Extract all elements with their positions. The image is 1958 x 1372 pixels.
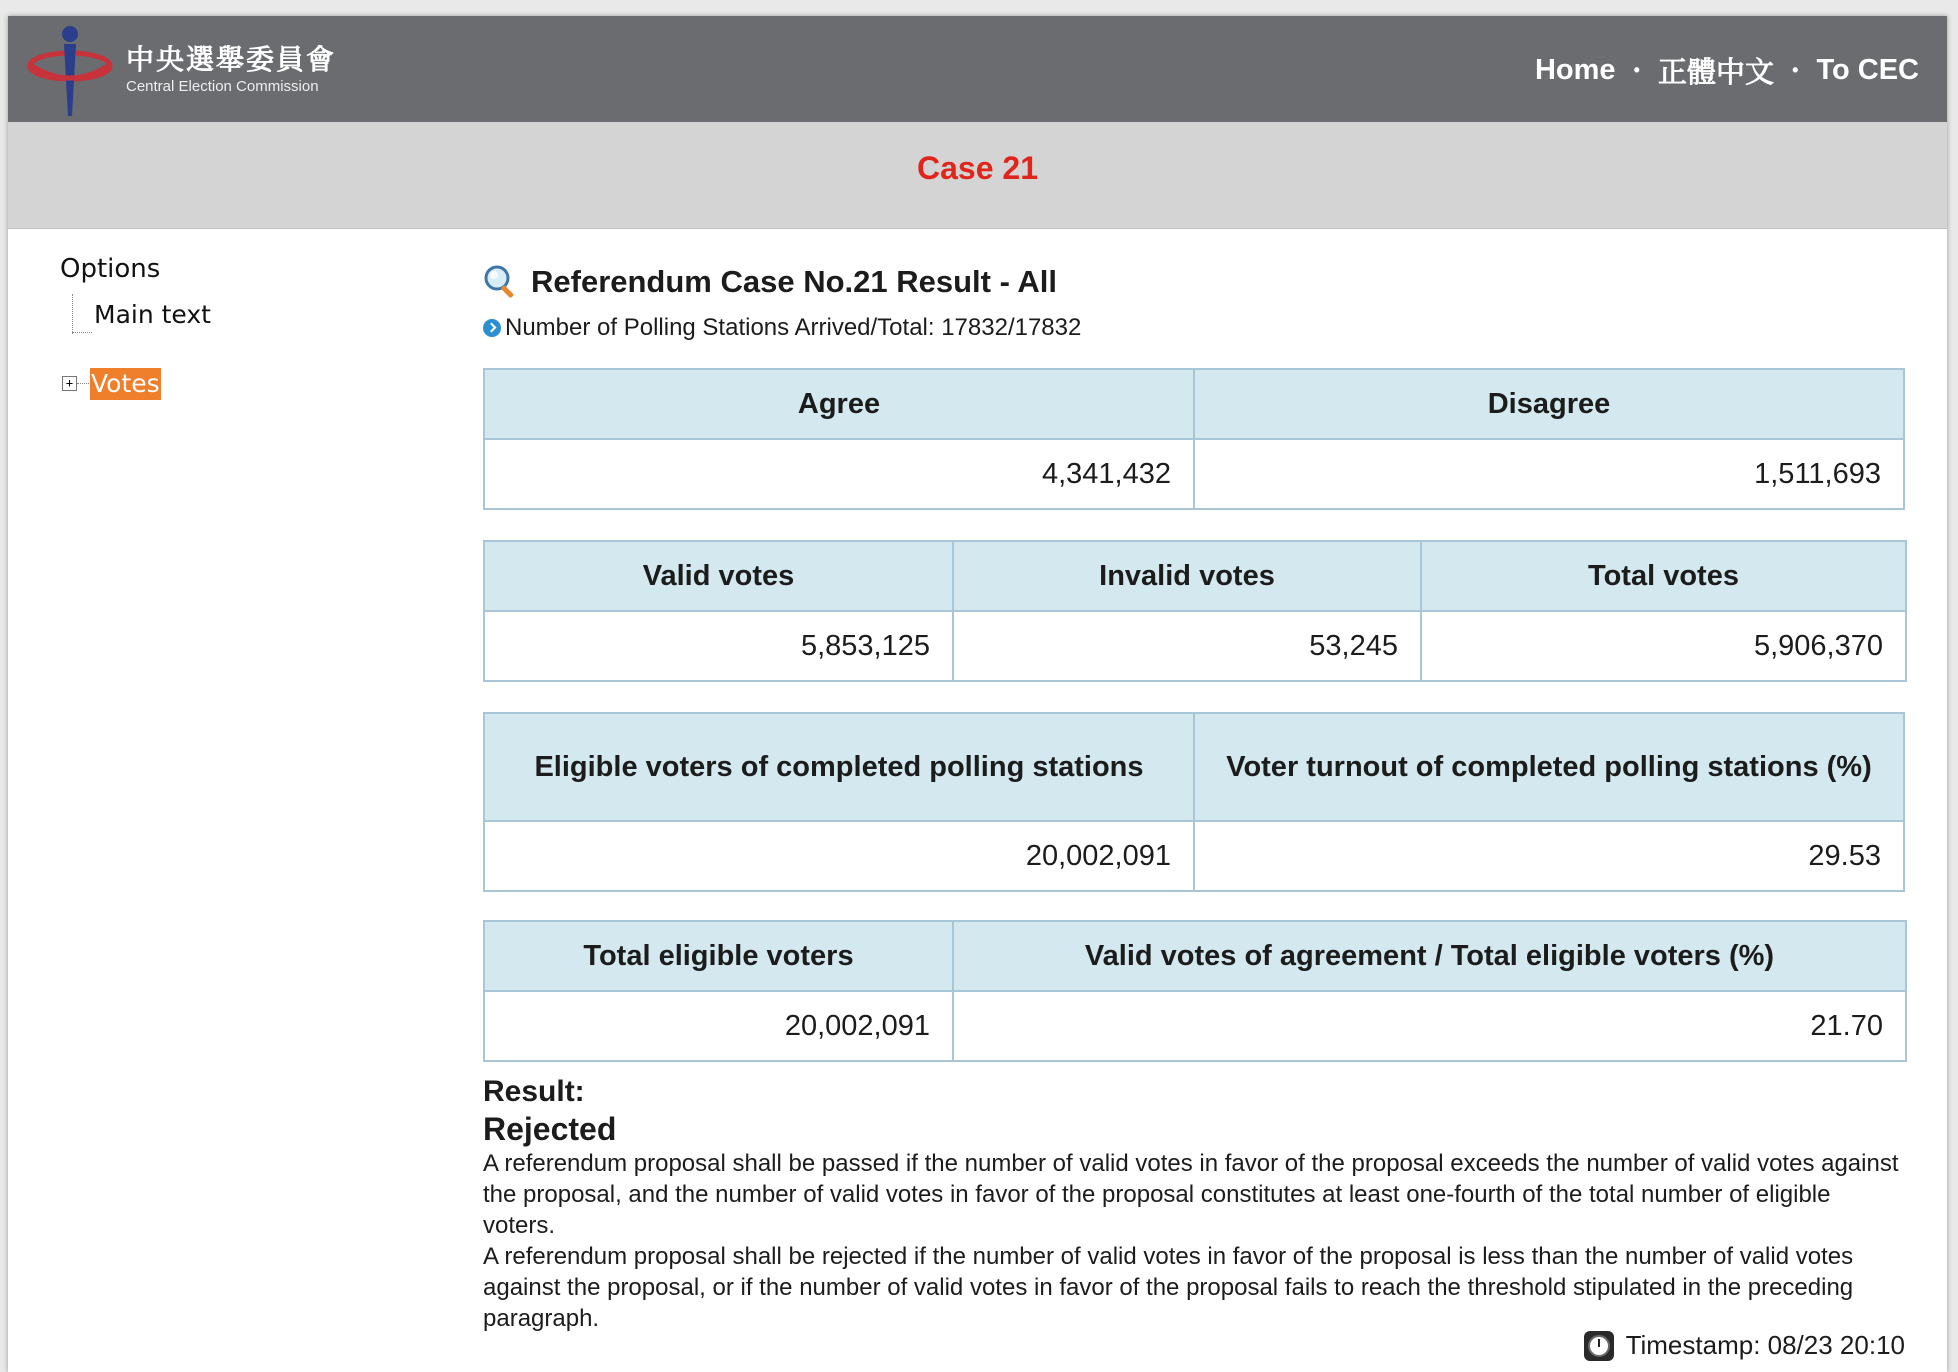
timestamp [1584,1330,1905,1361]
result-section [483,1074,1905,1334]
cec-logo-icon[interactable] [24,20,116,120]
agree-value: 4,341,432 [484,439,1194,509]
total-eligible-voters-header: Total eligible voters [484,921,953,991]
eligible-voters-table [483,920,1907,1062]
table-header-row [484,369,1904,439]
logo-chinese-name: 中央選舉委員會 [126,43,337,76]
nav-separator: • [1633,60,1640,80]
table-row [484,991,1906,1061]
options-heading: Options [60,254,161,284]
table-row [484,611,1906,681]
expand-plus-icon[interactable]: + [62,376,77,391]
timestamp-text: Timestamp: 08/23 20:10 [1625,1330,1905,1360]
tree-connector [72,332,92,333]
agree-header: Agree [484,369,1194,439]
logo-english-name: Central Election Commission [126,78,319,95]
nav-separator: • [1792,60,1799,80]
polling-stations-text: Number of Polling Stations Arrived/Total: 17832/17832 [505,314,1082,341]
reject-rule-paragraph: A referendum proposal shall be rejected if the number of valid votes in favor of the proposal is less than the number of valid votes against the proposal, or if the number of valid votes in favor of the proposal fails to reach the threshold stipulated in the preceding paragraph. [483,1243,1854,1332]
agree-disagree-table [483,368,1905,510]
top-navigation [1535,50,1919,91]
voter-turnout-header: Voter turnout of completed polling stations (%) [1194,713,1904,821]
case-title: Case 21 [917,150,1038,186]
eligible-voters-completed-value: 20,002,091 [484,821,1194,891]
turnout-table [483,712,1905,892]
arrow-circle-icon [483,319,501,337]
tree-connector [77,383,89,384]
pass-rule-paragraph: A referendum proposal shall be passed if the number of valid votes in favor of the proposal exceeds the number of valid votes against the proposal, and the number of valid votes in favor of the proposal constitutes at least one-fourth of the total number of eligible voters. [483,1150,1899,1239]
magnifier-icon [483,264,519,300]
site-header [8,16,1947,122]
table-header-row [484,541,1906,611]
invalid-votes-value: 53,245 [953,611,1421,681]
table-header-row [484,713,1904,821]
eligible-voters-completed-header: Eligible voters of completed polling stations [484,713,1194,821]
sidebar-item-votes[interactable]: Votes [91,369,160,398]
valid-votes-value: 5,853,125 [484,611,953,681]
polling-stations-count [483,314,1081,342]
nav-to-cec-link[interactable]: To CEC [1816,54,1919,86]
disagree-header: Disagree [1194,369,1904,439]
browser-page [8,16,1947,1372]
table-header-row [484,921,1906,991]
votes-table [483,540,1907,682]
sidebar-item-main-text[interactable]: Main text [94,300,211,329]
agreement-ratio-value: 21.70 [953,991,1906,1061]
total-votes-value: 5,906,370 [1421,611,1906,681]
disagree-value: 1,511,693 [1194,439,1904,509]
voter-turnout-value: 29.53 [1194,821,1904,891]
case-title-bar [8,122,1947,229]
agreement-ratio-header: Valid votes of agreement / Total eligible voters (%) [953,921,1906,991]
clock-icon [1584,1331,1614,1361]
result-label: Result: [483,1075,585,1108]
table-row [484,821,1904,891]
nav-language-link[interactable]: 正體中文 [1657,57,1774,89]
total-votes-header: Total votes [1421,541,1906,611]
valid-votes-header: Valid votes [484,541,953,611]
nav-home-link[interactable]: Home [1534,54,1616,86]
tree-connector [72,294,73,334]
options-sidebar [60,254,390,454]
invalid-votes-header: Invalid votes [953,541,1421,611]
total-eligible-voters-value: 20,002,091 [484,991,953,1061]
page-title: Referendum Case No.21 Result - All [531,264,1057,299]
result-value: Rejected [483,1111,617,1147]
table-row [484,439,1904,509]
